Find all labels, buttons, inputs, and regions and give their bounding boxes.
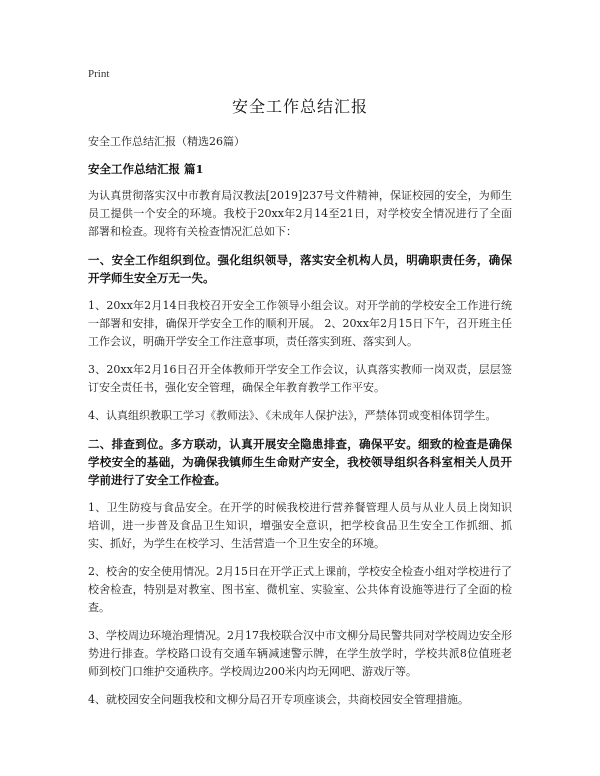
paragraph-check-3: 3、学校周边环境治理情况。2月17我校联合汉中市文柳分局民警共同对学校周边安全形势进行排查。学校路口设有交通车辆减速警示牌，在学生放学时，学校共派8位值班老师到校门口维护交通秩序。学校周边200米内均无网吧、游戏厅等。 [88,629,512,678]
document-title: 安全工作总结汇报 [231,97,368,116]
print-label[interactable]: Print [88,68,110,80]
paragraph-item-4: 4、认真组织教职工学习《教师法》、《未成年人保护法》，严禁体罚或变相体罚学生。 [88,409,497,422]
intro-paragraph: 为认真贯彻落实汉中市教育局汉教法[2019]237号文件精神，保证校园的安全，为师生员工提供一个安全的环境。我校于20xx年2月14至21日，对学校安全情况进行了全面部署和检查。现将有关检查情况汇总如下： [88,189,512,238]
section-heading-1: 一、安全工作组织到位。强化组织领导，落实安全机构人员，明确职责任务，确保开学师生安全万无一失。 [88,253,512,285]
paragraph-item-1: 1、20xx年2月14日我校召开安全工作领导小组会议。对开学前的学校安全工作进行统一部署和安排，确保开学安全工作的顺利开展。 2、20xx年2月15日下午，召开班主任工作会议，明确开学安全工作注意事项，责任落实到班、落实到人。 [88,299,512,348]
paragraph-check-2: 2、校舍的安全使用情况。2月15日在开学正式上课前，学校安全检查小组对学校进行了校舍检查，特别是对教室、图书室、微机室、实验室、公共体育设施等进行了全面的检查。 [88,565,512,614]
paragraph-check-4: 4、就校园安全问题我校和文柳分局召开专项座谈会，共商校园安全管理措施。 [88,693,469,706]
paragraph-check-1: 1、卫生防疫与食品安全。在开学的时候我校进行营养餐管理人员与从业人员上岗知识培训，进一步普及食品卫生知识，增强安全意识，把学校食品卫生安全工作抓细、抓实、抓好，为学生在校学习、生活营造一个卫生安全的环境。 [88,501,512,550]
document-subtitle: 安全工作总结汇报（精选26篇） [88,135,245,148]
section-title: 安全工作总结汇报 篇1 [88,162,204,176]
section-heading-2: 二、排查到位。多方联动，认真开展安全隐患排查，确保平安。细致的检查是确保学校安全的基础，为确保我镇师生生命财产安全，我校领导组织各科室相关人员开学前进行了安全工作检查。 [88,437,512,487]
paragraph-item-3: 3、20xx年2月16日召开全体教师开学安全工作会议，认真落实教师一岗双责，层层签订安全责任书，强化安全管理，确保全年教育教学工作平安。 [88,363,512,394]
